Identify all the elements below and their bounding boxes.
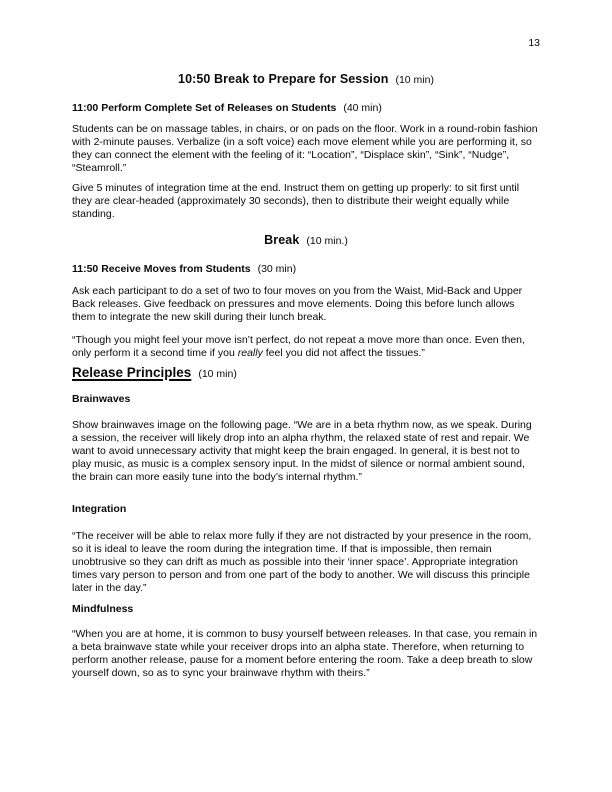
- heading-break: [0, 231, 612, 249]
- paragraph-perform-releases-1: Students can be on massage tables, in chairs, or on pads on the floor. Work in a round-robin fashion with 2-minute pauses. Verbalize (in a soft voice) each move element while you are performing it, so they can connect the element with the feeling of it: “Location”, “Displace skin”, “Sink”, “Nudge”, “Steamroll.”: [72, 123, 538, 174]
- heading-session-prep-duration: (10 min): [395, 74, 434, 86]
- heading-release-principles-duration: (10 min): [198, 368, 237, 380]
- page-number: 13: [528, 37, 540, 49]
- quote-text-emphasis: really: [237, 347, 263, 359]
- subheading-brainwaves: Brainwaves: [72, 393, 131, 405]
- subheading-integration: Integration: [72, 503, 127, 515]
- heading-session-prep: [0, 70, 612, 88]
- paragraph-receive-moves-quote: [72, 334, 540, 360]
- subheading-mindfulness: Mindfulness: [72, 603, 134, 615]
- paragraph-brainwaves: Show brainwaves image on the following page. “We are in a beta rhythm now, as we speak. During a session, the receiver will likely drop into an alpha rhythm, the relaxed state of rest and repair. We want to avoid unnecessary activity that might keep the brain engaged. In general, it is best not to play music, as music is a complex sensory input. In the midst of silence or normal ambient sound, the brain can more easily tune into the body’s internal rhythm.”: [72, 419, 532, 483]
- heading-session-prep-title: 10:50 Break to Prepare for Session: [178, 72, 389, 86]
- paragraph-mindfulness: “When you are at home, it is common to busy yourself between releases. In that case, you remain in a beta brainwave state while your receiver drops into an alpha state. Therefore, when returning to perform another release, pause for a moment before entering the room. Take a deep breath to slow yourself down, so as to sync your brainwave rhythm with theirs.”: [72, 628, 538, 679]
- heading-break-title: Break: [264, 233, 300, 247]
- heading-release-principles-title: Release Principles: [72, 365, 192, 380]
- paragraph-integration: “The receiver will be able to relax more fully if they are not distracted by your presence in the room, so it is ideal to leave the room during the integration time. If that is impossible, then remain unobtrusive so they can drift as much as possible into their ‘inner space’. Appropriate integration times vary person to person and from one part of the body to another. We will discuss this principle later in the day.”: [72, 530, 532, 594]
- heading-receive-moves-title: 11:50 Receive Moves from Students: [72, 263, 251, 275]
- heading-break-duration: (10 min.): [306, 235, 348, 247]
- heading-perform-releases: [72, 98, 540, 116]
- heading-release-principles: [72, 364, 540, 382]
- paragraph-perform-releases-2: Give 5 minutes of integration time at the end. Instruct them on getting up properly: to sit first until they are clear-headed (approximately 30 seconds), then to distribute their weight equally while standing.: [72, 182, 520, 220]
- heading-receive-moves-duration: (30 min): [257, 263, 297, 275]
- heading-perform-releases-duration: (40 min): [343, 102, 382, 114]
- paragraph-receive-moves-1: Ask each participant to do a set of two to four moves on you from the Waist, Mid-Back and Upper Back releases. Give feedback on pressures and move elements. Doing this before lunch allows them to integrate the new skill during their lunch break.: [72, 285, 523, 323]
- heading-perform-releases-title: 11:00 Perform Complete Set of Releases on Students: [72, 102, 337, 114]
- quote-text-start: “Though you might feel your move isn’t perfect, do not repeat a move more than once. Even then, only perform it a second time if you: [72, 334, 525, 359]
- quote-text-end: feel you did not affect the tissues.”: [262, 347, 425, 359]
- heading-receive-moves: [72, 259, 540, 277]
